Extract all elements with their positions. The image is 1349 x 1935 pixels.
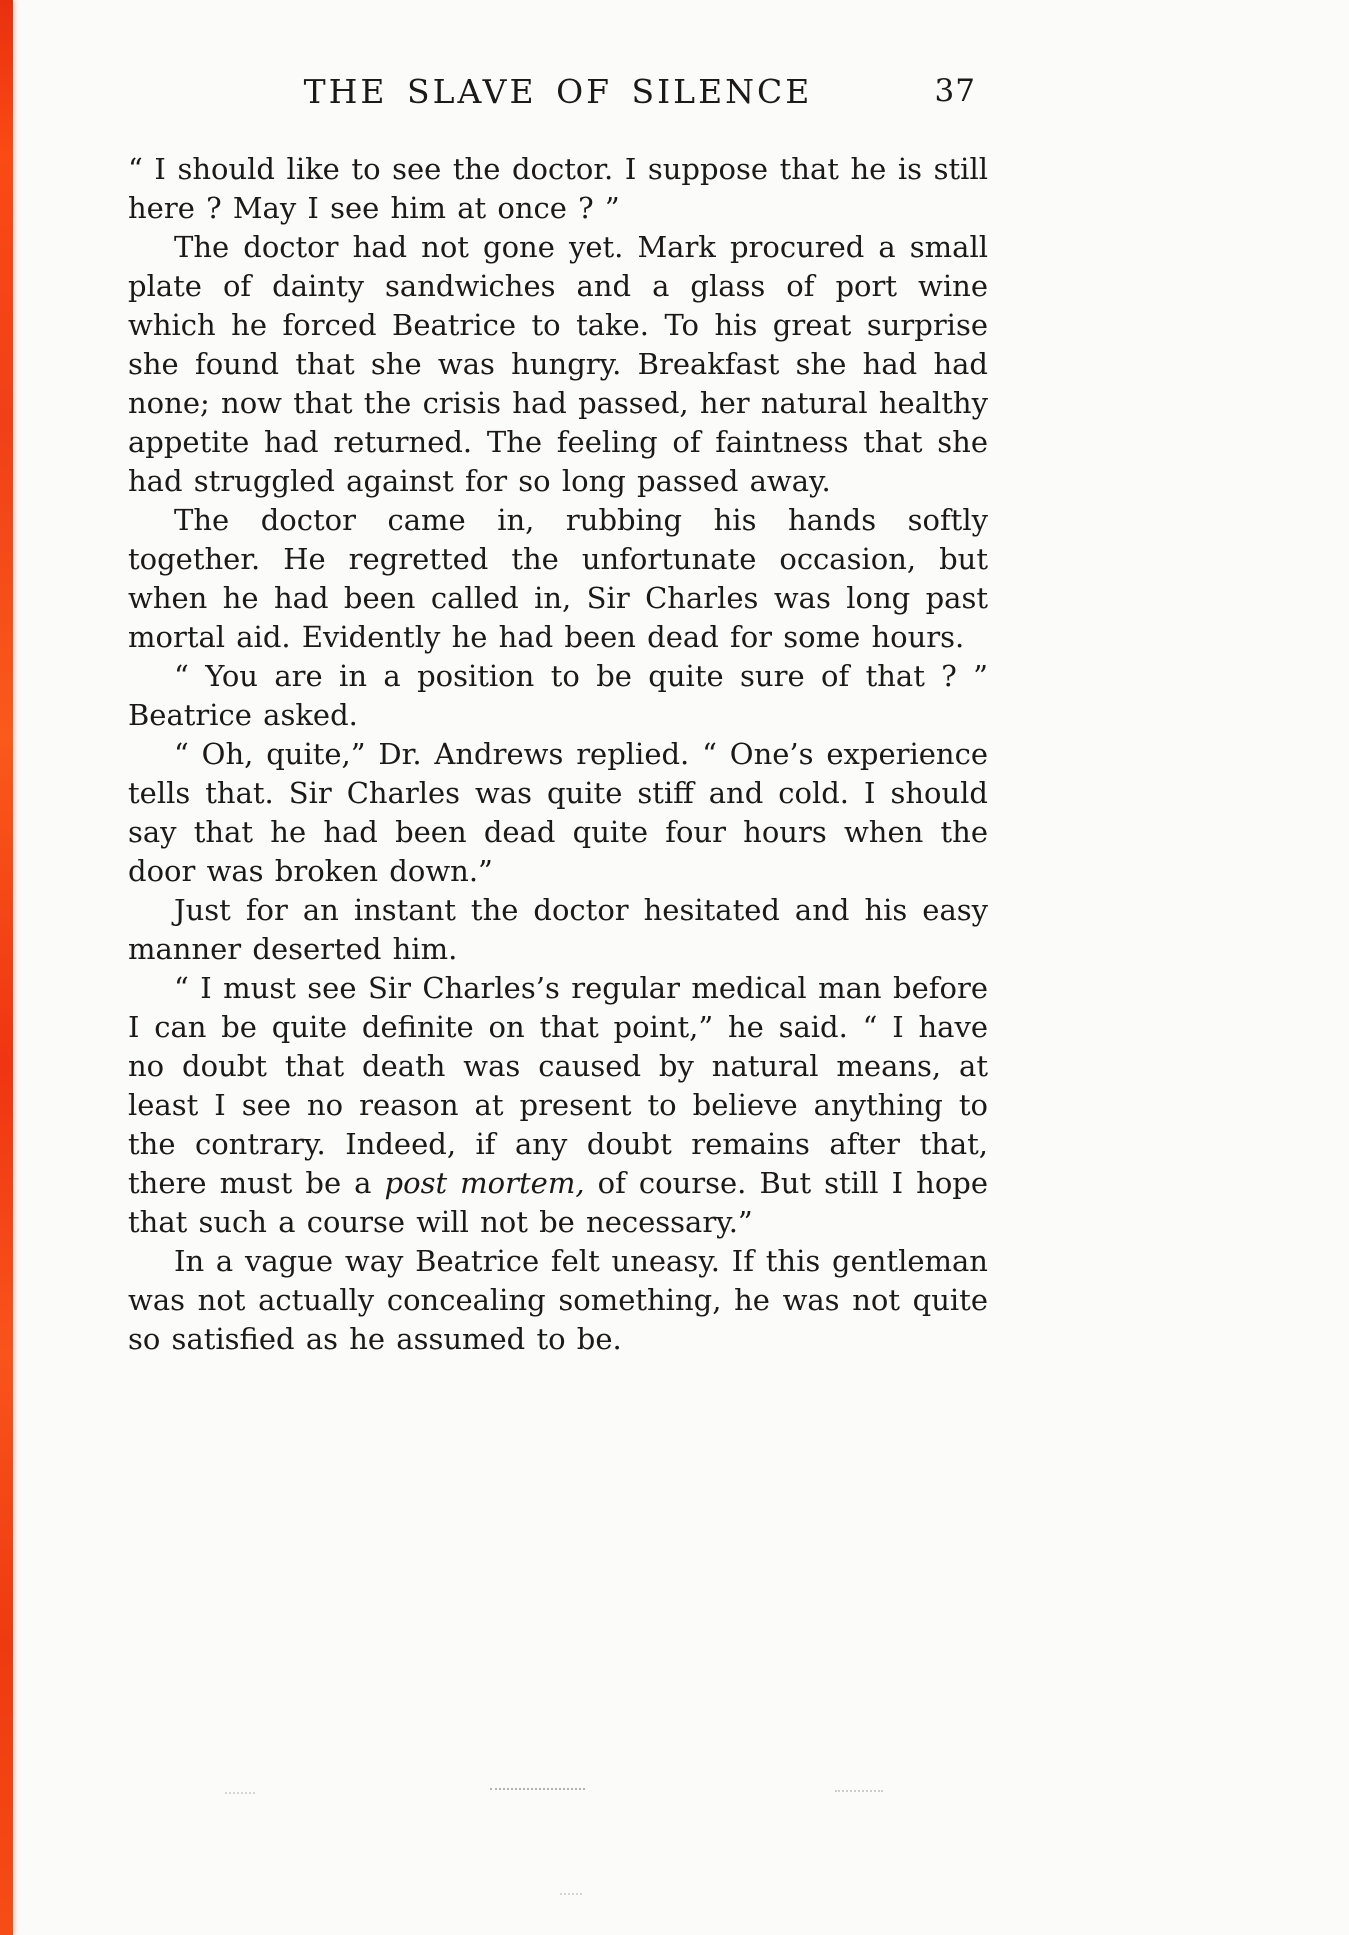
scan-edge-artifact xyxy=(0,0,13,1935)
page-title: THE SLAVE OF SILENCE xyxy=(303,72,813,111)
paragraph xyxy=(128,228,988,501)
italic-text: post mortem, xyxy=(384,1166,585,1200)
text-run: “ Oh, quite,” Dr. Andrews replied. “ One’s experience tells that. Sir Charles was quite stiff and cold. I should say that he had been dead quite four hours when the door was broken down.” xyxy=(128,737,988,888)
page-number: 37 xyxy=(934,73,976,109)
text-run: “ You are in a position to be quite sure of that ? ” Beatrice asked. xyxy=(128,659,988,732)
text-run: In a vague way Beatrice felt uneasy. If this gentleman was not actually concealing something, he was not quite so satisfied as he assumed to be. xyxy=(128,1244,988,1356)
paragraph xyxy=(128,1242,988,1359)
paragraph xyxy=(128,969,988,1242)
text-run: The doctor came in, rubbing his hands softly together. He regretted the unfortunate occasion, but when he had been called in, Sir Charles was long past mortal aid. Evidently he had been dead for some hours. xyxy=(128,503,988,654)
paragraph xyxy=(128,891,988,969)
text-run: Just for an instant the doctor hesitated and his easy manner deserted him. xyxy=(128,893,988,966)
paragraph xyxy=(128,501,988,657)
running-header xyxy=(128,72,988,120)
scan-speck xyxy=(835,1790,883,1792)
scan-speck xyxy=(560,1893,582,1895)
paragraph xyxy=(128,150,988,228)
text-run: of course. But still I hope that such a course will not be necessary.” xyxy=(128,1166,989,1239)
text-run: “ I should like to see the doctor. I suppose that he is still here ? May I see him at once ? ” xyxy=(128,152,988,225)
paragraph xyxy=(128,735,988,891)
page-body xyxy=(128,150,988,1359)
page-content xyxy=(128,0,988,1935)
scan-speck xyxy=(490,1788,585,1790)
text-run: The doctor had not gone yet. Mark procured a small plate of dainty sandwiches and a glass of port wine which he forced Beatrice to take. To his great surprise she found that she was hungry. Breakfast she had had none; now that the crisis had passed, her natural healthy appetite had returned. The feeling of faintness that she had struggled against for so long passed away. xyxy=(128,230,988,498)
paragraph xyxy=(128,657,988,735)
scan-speck xyxy=(225,1792,255,1794)
text-run: “ I must see Sir Charles’s regular medical man before I can be quite definite on that point,” he said. “ I have no doubt that death was caused by natural means, at least I see no reason at present to believe anything to the contrary. Indeed, if any doubt remains after that, there must be a xyxy=(128,971,988,1200)
